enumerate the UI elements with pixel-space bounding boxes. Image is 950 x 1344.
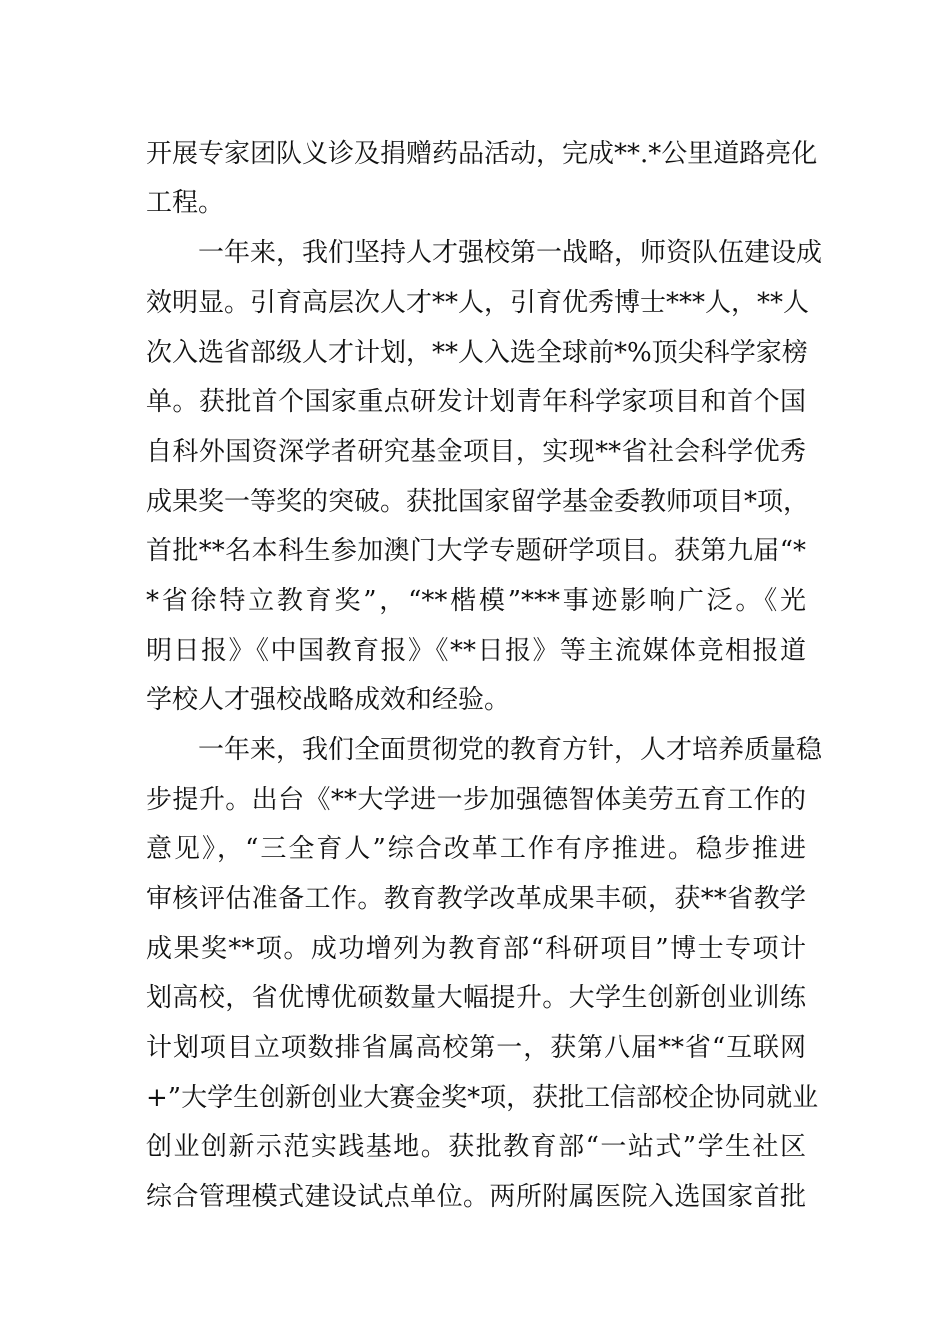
text-line: +”大学生创新创业大赛金奖*项，获批工信部校企协同就业	[146, 1083, 819, 1113]
text-line: 计划项目立项数排省属高校第一，获第八届**省“互联网	[146, 1033, 806, 1063]
text-line: 审核评估准备工作。教育教学改革成果丰硕，获**省教学	[146, 884, 806, 914]
text-line: 次入选省部级人才计划，**人入选全球前*%顶尖科学家榜	[146, 338, 808, 368]
text-line: 意见》，“三全育人”综合改革工作有序推进。稳步推进	[146, 834, 806, 864]
paragraph-first-line: 一年来，我们全面贯彻党的教育方针，人才培养质量稳	[198, 735, 823, 765]
text-line: 自科外国资深学者研究基金项目，实现**省社会科学优秀	[146, 437, 806, 467]
text-line: 首批**名本科生参加澳门大学专题研学项目。获第九届“*	[146, 536, 806, 566]
paragraph-first-line: 一年来，我们坚持人才强校第一战略，师资队伍建设成	[198, 238, 823, 268]
text-line: *省徐特立教育奖”，“**楷模”***事迹影响广泛。《光	[146, 586, 806, 616]
text-line: 效明显。引育高层次人才**人，引育优秀博士***人，**人	[146, 288, 810, 318]
text-line: 学校人才强校战略成效和经验。	[146, 685, 511, 715]
text-line: 成果奖**项。成功增列为教育部“科研项目”博士专项计	[146, 934, 806, 964]
text-line: 创业创新示范实践基地。获批教育部“一站式”学生社区	[146, 1132, 806, 1162]
text-line: 步提升。出台《**大学进一步加强德智体美劳五育工作的	[146, 785, 806, 815]
text-line: 开展专家团队义诊及捐赠药品活动，完成**.*公里道路亮化	[146, 139, 818, 169]
text-line: 综合管理模式建设试点单位。两所附属医院入选国家首批	[146, 1182, 806, 1212]
text-line: 成果奖一等奖的突破。获批国家留学基金委教师项目*项，	[146, 487, 810, 517]
text-line: 明日报》《中国教育报》《**日报》等主流媒体竞相报道	[146, 636, 806, 666]
text-line: 单。获批首个国家重点研发计划青年科学家项目和首个国	[146, 387, 806, 417]
text-line: 划高校，省优博优硕数量大幅提升。大学生创新创业训练	[146, 983, 806, 1013]
text-line: 工程。	[146, 188, 225, 218]
